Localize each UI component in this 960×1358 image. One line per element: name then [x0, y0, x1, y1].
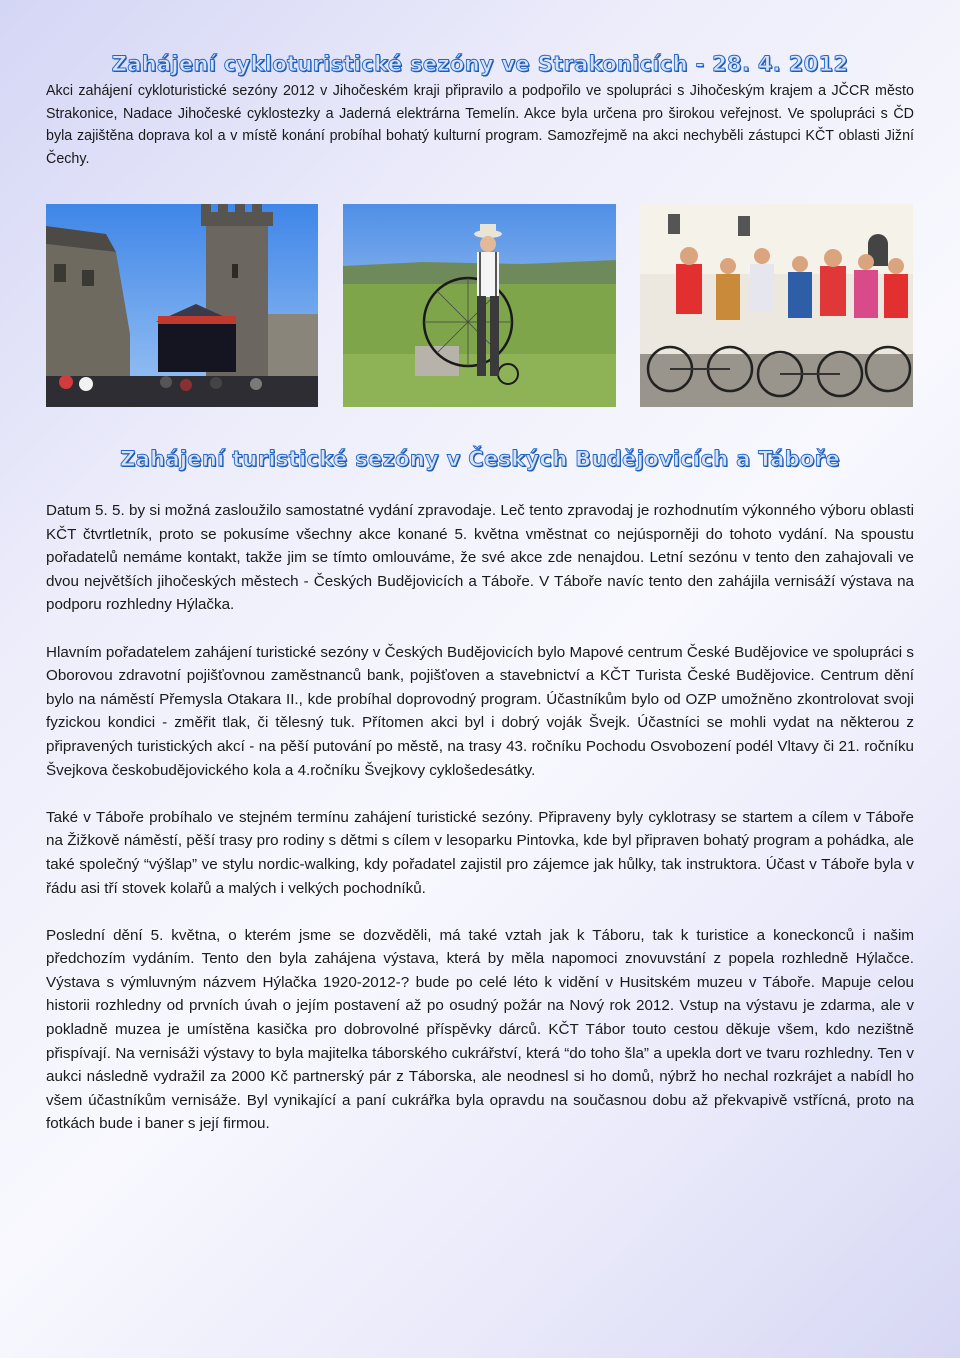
intro-text — [46, 80, 914, 170]
paragraph-1: Datum 5. 5. by si možná zasloužilo samostatné vydání zpravodaje. Leč tento zpravodaj je rozhodnutím výkonného výboru oblasti KČT čtvrtletník, proto se pokusíme všechny akce konané 5. května vměstnat co nejúsporněji do tohoto vydání. Na spoustu pořadatelů nemáme kontakt, takže jim se tímto omlouváme, že své akce zde nenajdou. Letní sezónu v tento den zahajovali ve dvou největších jihočeských městech - Českých Budějovicích a Táboře. V Táboře navíc tento den zahájila vernisáží výstava na podporu rozhledny Hýlačka. — [46, 502, 914, 614]
paragraph-2: Hlavním pořadatelem zahájení turistické sezóny v Českých Budějovicích bylo Mapové centrum České Budějovice ve spolupráci s Oborovou zdravotní pojišťovnou zaměstnanců bank, pojišťoven a stavebnictví a KČT Turista České Budějovice. Centrum dění bylo na náměstí Přemysla Otakara II., kde probíhal doprovodný program. Účastníkům bylo od OZP umožněno zkontrolovat svoji fyzickou kondici - změřit tlak, či tělesný tuk. Přítomen akci byl i dobrý voják Švejk. Účastníci se mohli vydat na některou z připravených turistických akcí - na pěší putování po městě, na trasy 43. ročníku Pochodu Osvobození podél Vltavy či 21. ročníku Švejkova českobudějovického kola a 4.ročníku Švejkovy cyklošedesátky. — [46, 643, 914, 779]
paragraph-4: Poslední dění 5. května, o kterém jsme se dozvěděli, má také vztah jak k Táboru, tak k turistice a koneckonců i našim předchozím vydáním. Tento den byla zahájena výstava, která by měla napomoci znovuvstání z popela rozhledně Hýlačce. Výstava s výmluvným názvem Hýlačka 1920-2012-? bude po celé léto k vidění v Husitském muzeu v Táboře. Mapuje celou historii rozhledny od prvních úvah o jejím postavení až po osudný požár na Nový rok 2012. Vstup na výstavu je zdarma, ale v pokladně muzea je umístěna kasička pro dobrovolné příspěvky dárců. KČT Tábor touto cestou děkuje všem, kdo nezištně přispívají. Na vernisáži výstavy to byla majitelka táborského cukrářství, která “do toho šla” a upekla dort ve tvaru rozhledny. Ten v aukci následně vydražil za 2000 Kč partnerský pár z Táborska, ale neodnesl si ho domů, nýbrž ho nechal rozkrájet a nabídl ho všem účastníkům vernisáže. Byl vynikající a paní cukrářka byla opravdu na současnou dobu až překvapivě vstřícná, proto na fotkách bude i baner s její firmou. — [46, 926, 914, 1133]
photo-penny-farthing — [343, 204, 616, 407]
photo-castle-tower — [46, 204, 318, 407]
photo-cyclists — [640, 204, 913, 407]
intro-paragraph: Akci zahájení cykloturistické sezóny 2012 v Jihočeském kraji připravilo a podpořilo ve spolupráci s Jihočeským krajem a JČCR město Strakonice, Nadace Jihočeské cyklostezky a Jaderná elektrárna Temelín. Akce byla určena pro širokou veřejnost. Ve spolupráci s ČD byla zajištěna doprava kol a v místě konání probíhal bohatý kulturní program. Samozřejmě na akci nechyběli zástupci KČT oblasti Jižní Čechy. — [46, 83, 914, 167]
article-heading-strakonice: Zahájení cykloturistické sezóny ve Strakonicích - 28. 4. 2012 — [111, 52, 849, 76]
paragraph-3: Také v Táboře probíhalo ve stejném termínu zahájení turistické sezóny. Připraveny byly cyklotrasy se startem a cílem v Táboře na Žižkově náměstí, pěší trasy pro rodiny s dětmi s cílem v lesoparku Pintovka, kde byl připraven bohatý program a pohádka, ale také společný “výšlap” ve stylu nordic-walking, kdy pořadatel zajistil pro zájemce jak hůlky, tak instruktora. Účast v Táboře byla v řádu asi tří stovek kolařů a malých i velkých pochodníků. — [46, 808, 914, 897]
article-heading-budejovice-tabor: Zahájení turistické sezóny v Českých Budějovicích a Táboře — [120, 447, 840, 471]
article-body — [46, 499, 914, 1160]
